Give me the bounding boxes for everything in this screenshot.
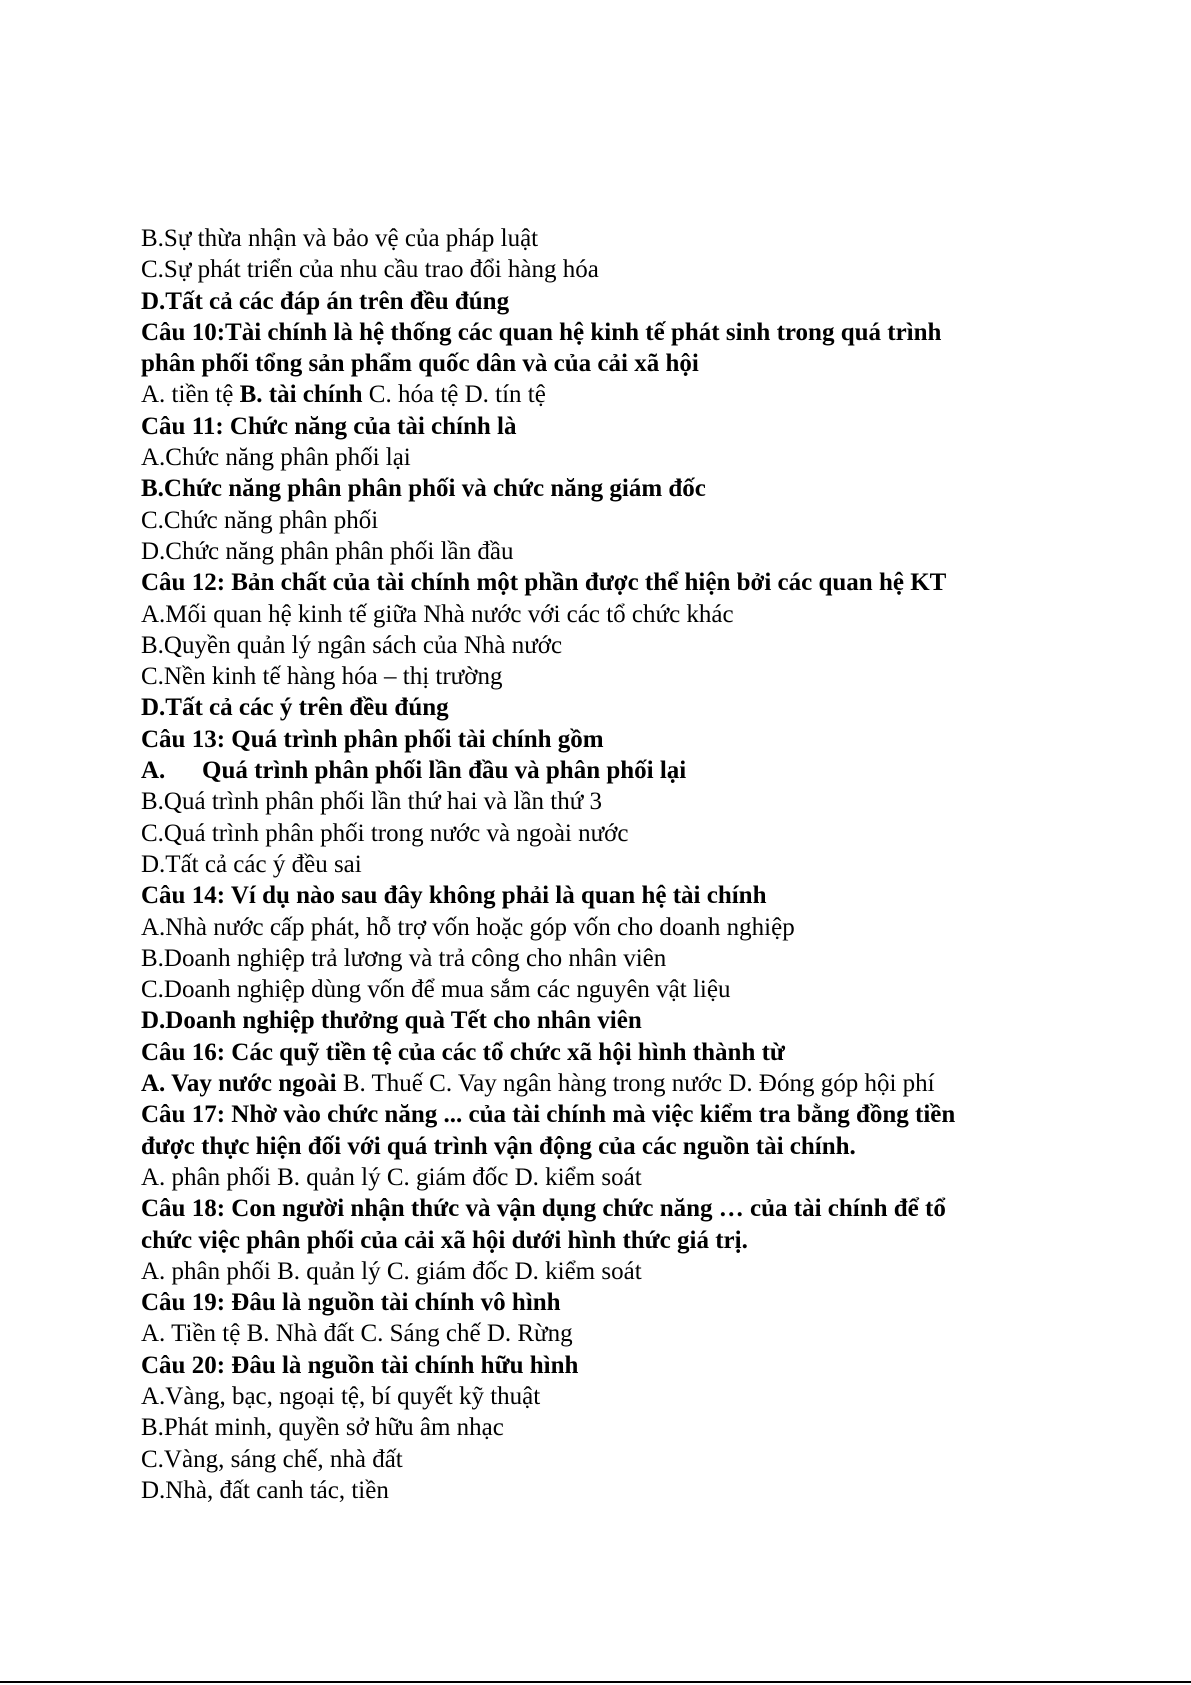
text-line: Câu 17: Nhờ vào chức năng ... của tài chính mà việc kiểm tra bằng đồng tiền xyxy=(141,1101,956,1129)
text-line: B.Quyền quản lý ngân sách của Nhà nước xyxy=(141,631,563,659)
text-line: B.Phát minh, quyền sở hữu âm nhạc xyxy=(141,1414,504,1442)
text-line: Câu 20: Đâu là nguồn tài chính hữu hình xyxy=(141,1351,579,1379)
text-line xyxy=(141,1068,1081,1099)
text-line: Câu 18: Con người nhận thức và vận dụng chức năng … của tài chính để tổ xyxy=(141,1195,946,1223)
bottom-divider xyxy=(0,1681,1191,1683)
text-line: phân phối tổng sản phẩm quốc dân và của cải xã hội xyxy=(141,350,699,378)
text-line: Câu 11: Chức năng của tài chính là xyxy=(141,412,517,440)
text-line: Câu 14: Ví dụ nào sau đây không phải là quan hệ tài chính xyxy=(141,882,767,910)
text-line: A.Chức năng phân phối lại xyxy=(141,444,411,472)
text-segment: C. hóa tệ D. tín tệ xyxy=(362,381,546,409)
text-line: D.Nhà, đất canh tác, tiền xyxy=(141,1476,389,1504)
text-line xyxy=(141,379,1081,410)
document-body xyxy=(141,223,1081,1506)
text-line: A. phân phối B. quản lý C. giám đốc D. kiểm soát xyxy=(141,1163,642,1191)
text-line: D.Doanh nghiệp thưởng quà Tết cho nhân viên xyxy=(141,1007,642,1035)
text-line: C.Doanh nghiệp dùng vốn để mua sắm các nguyên vật liệu xyxy=(141,976,731,1004)
text-line: C.Vàng, sáng chế, nhà đất xyxy=(141,1445,403,1473)
text-line: D.Tất cả các ý trên đều đúng xyxy=(141,694,449,722)
text-line: A.Nhà nước cấp phát, hỗ trợ vốn hoặc góp vốn cho doanh nghiệp xyxy=(141,913,795,941)
text-line: C.Nền kinh tế hàng hóa – thị trường xyxy=(141,663,503,691)
text-segment: A. tiền tệ xyxy=(141,381,240,409)
text-line: Câu 10:Tài chính là hệ thống các quan hệ kinh tế phát sinh trong quá trình xyxy=(141,318,942,346)
bold-text-segment: A. Vay nước ngoài xyxy=(141,1070,337,1098)
text-line: Câu 19: Đâu là nguồn tài chính vô hình xyxy=(141,1289,561,1317)
text-line: Câu 12: Bản chất của tài chính một phần được thể hiện bởi các quan hệ KT xyxy=(141,569,947,597)
text-line: D.Tất cả các ý đều sai xyxy=(141,850,362,878)
option-text: Quá trình phân phối lần đầu và phân phối lại xyxy=(202,757,687,785)
text-line: C.Sự phát triển của nhu cầu trao đổi hàng hóa xyxy=(141,256,599,284)
text-line: Câu 13: Quá trình phân phối tài chính gồm xyxy=(141,725,604,753)
text-line: B.Quá trình phân phối lần thứ hai và lần thứ 3 xyxy=(141,788,603,816)
text-line: được thực hiện đối với quá trình vận động của các nguồn tài chính. xyxy=(141,1132,856,1160)
text-line: A. phân phối B. quản lý C. giám đốc D. kiểm soát xyxy=(141,1257,642,1285)
text-line: C.Quá trình phân phối trong nước và ngoài nước xyxy=(141,819,629,847)
text-line: A.Vàng, bạc, ngoại tệ, bí quyết kỹ thuật xyxy=(141,1382,541,1410)
text-line xyxy=(141,755,1081,786)
text-line: Câu 16: Các quỹ tiền tệ của các tổ chức xã hội hình thành từ xyxy=(141,1038,785,1066)
text-line: chức việc phân phối của cải xã hội dưới hình thức giá trị. xyxy=(141,1226,748,1254)
bold-text-segment: B. tài chính xyxy=(239,381,363,409)
option-label: A. xyxy=(141,757,166,785)
text-line: A.Mối quan hệ kinh tế giữa Nhà nước với các tổ chức khác xyxy=(141,600,734,628)
text-line: B.Chức năng phân phân phối và chức năng giám đốc xyxy=(141,475,706,503)
text-line: D.Tất cả các đáp án trên đều đúng xyxy=(141,287,510,315)
text-line: A. Tiền tệ B. Nhà đất C. Sáng chế D. Rừng xyxy=(141,1320,573,1348)
text-line: B.Doanh nghiệp trả lương và trả công cho nhân viên xyxy=(141,944,667,972)
text-line: D.Chức năng phân phân phối lần đầu xyxy=(141,537,514,565)
text-line: C.Chức năng phân phối xyxy=(141,506,379,534)
text-segment: B. Thuế C. Vay ngân hàng trong nước D. Đóng góp hội phí xyxy=(336,1070,935,1098)
text-line: B.Sự thừa nhận và bảo vệ của pháp luật xyxy=(141,225,539,252)
